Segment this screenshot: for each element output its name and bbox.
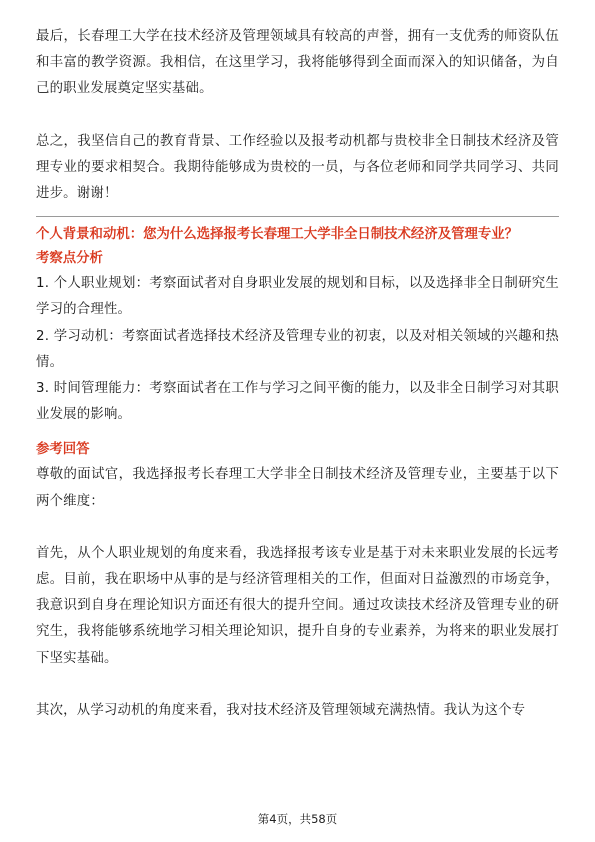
analysis-item-2: 2. 学习动机：考察面试者选择技术经济及管理专业的初衷，以及对相关领域的兴趣和热情。 [36,328,559,370]
analysis-item-1: 1. 个人职业规划：考察面试者对自身职业发展的规划和目标，以及选择非全日制研究生学习的合理性。 [36,276,559,318]
intro-paragraph-2: 总之，我坚信自己的教育背景、工作经验以及报考动机都与贵校非全日制技术经济及管理专业的要求相契合。我期待能够成为贵校的一员，与各位老师和同学共同学习、共同进步。谢谢！ [36,133,559,202]
document-page [36,24,559,724]
analysis-list [36,271,559,428]
analysis-item-3: 3. 时间管理能力：考察面试者在工作与学习之间平衡的能力，以及非全日制学习对其职业发展的影响。 [36,381,559,423]
answer-paragraph-1: 尊敬的面试官，我选择报考长春理工大学非全日制技术经济及管理专业，主要基于以下两个维度： [36,467,559,509]
intro-paragraph-1: 最后，长春理工大学在技术经济及管理领域具有较高的声誉，拥有一支优秀的师资队伍和丰富的教学资源。我相信，在这里学习，我将能够得到全面而深入的知识储备，为自己的职业发展奠定坚实基础。 [36,29,559,97]
section-divider [36,216,559,217]
question-title: 个人背景和动机：您为什么选择报考长春理工大学非全日制技术经济及管理专业？ [36,227,519,243]
answer-paragraph-2: 首先，从个人职业规划的角度来看，我选择报考该专业是基于对未来职业发展的长远考虑。目前，我在职场中从事的是与经济管理相关的工作，但面对日益激烈的市场竞争，我意识到自身在理论知识方面还有很大的提升空间。通过攻读技术经济及管理专业的研究生，我将能够系统地学习相关理论知识，提升自身的专业素养，为将来的职业发展打下坚实基础。 [36,545,559,666]
answer-heading: 参考回答 [36,442,90,458]
answer-paragraph-3: 其次，从学习动机的角度来看，我对技术经济及管理领域充满热情。我认为这个专 [36,702,526,718]
page-number: 第4页，共58页 [257,812,338,826]
analysis-heading: 考察点分析 [36,251,103,267]
